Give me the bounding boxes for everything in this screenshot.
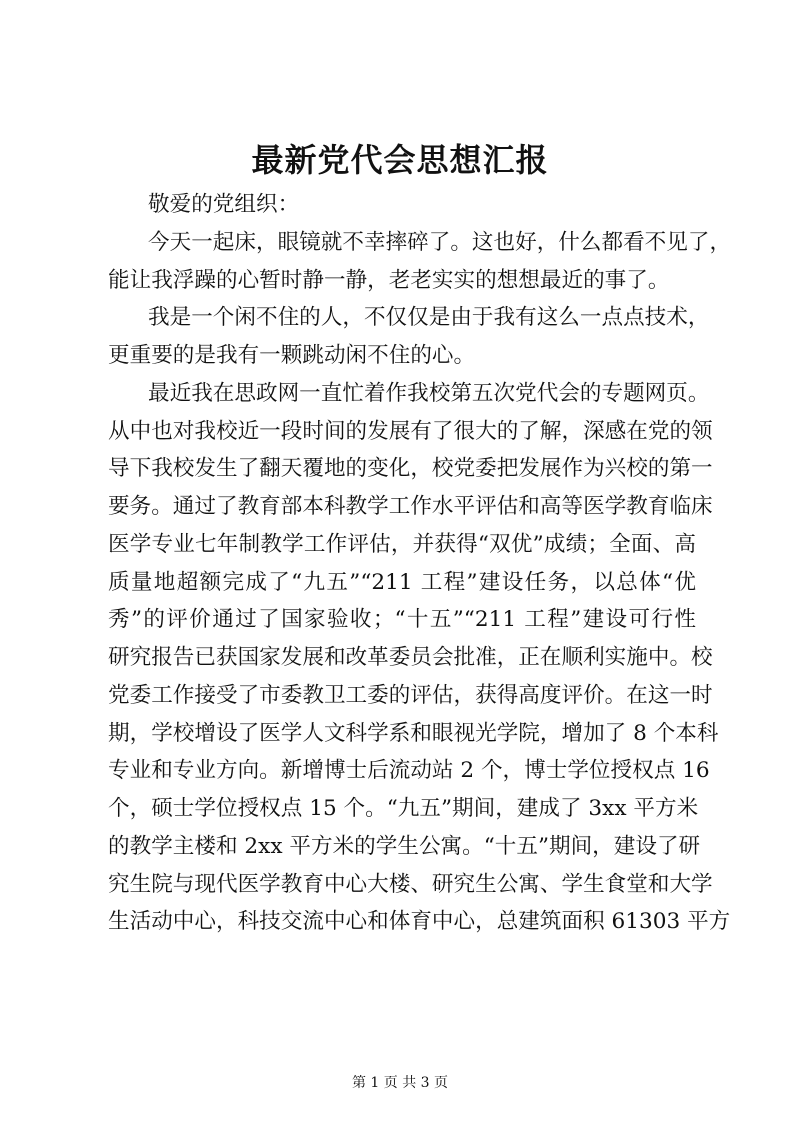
paragraph xyxy=(108,375,731,941)
text-line: 个，硕士学位授权点 15 个。“九五”期间，建成了 3xx 平方米 xyxy=(108,796,699,821)
text-line: 要务。通过了教育部本科教学工作水平评估和高等医学教育临床 xyxy=(108,494,713,519)
text-line: 我是一个闲不住的人，不仅仅是由于我有这么一点点技术， xyxy=(148,305,710,331)
text-line: 期，学校增设了医学人文科学系和眼视光学院，增加了 8 个本科 xyxy=(108,720,719,746)
document-title: 最新党代会思想汇报 xyxy=(251,141,549,179)
text-line: 能让我浮躁的心暂时静一静，老老实实的想想最近的事了。 xyxy=(108,267,670,293)
document-body xyxy=(108,186,732,941)
text-line: 医学专业七年制教学工作评估，并获得“双优”成绩；全面、高 xyxy=(108,531,696,557)
text-line: 党委工作接受了市委教卫工委的评估，获得高度评价。在这一时 xyxy=(108,682,713,708)
text-line: 今天一起床，眼镜就不幸摔碎了。这也好，什么都看不见了， xyxy=(148,229,732,255)
text-line: 从中也对我校近一段时间的发展有了很大的了解，深感在党的领 xyxy=(108,418,713,444)
text-line: 的教学主楼和 2xx 平方米的学生公寓。“十五”期间，建设了研 xyxy=(108,833,701,859)
paragraph xyxy=(108,299,710,375)
text-line: 导下我校发生了翻天覆地的变化，校党委把发展作为兴校的第一 xyxy=(108,456,713,482)
text-line: 秀”的评价通过了国家验收；“十五”“211 工程”建设可行性 xyxy=(108,607,696,633)
text-line: 最近我在思政网一直忙着作我校第五次党代会的专题网页。 xyxy=(148,380,710,406)
text-line: 更重要的是我有一颗跳动闲不住的心。 xyxy=(108,343,476,368)
text-line: 研究报告已获国家发展和改革委员会批准，正在顺利实施中。校 xyxy=(108,645,713,670)
paragraph xyxy=(108,224,732,300)
text-line: 究生院与现代医学教育中心大楼、研究生公寓、学生食堂和大学 xyxy=(108,871,713,897)
paragraph xyxy=(108,186,696,224)
text-line: 敬爱的党组织： xyxy=(148,192,300,217)
text-line: 专业和专业方向。新增博士后流动站 2 个，博士学位授权点 16 xyxy=(108,758,710,784)
page-footer: 第 1 页 共 3 页 xyxy=(351,1075,449,1091)
text-line: 生活动中心，科技交流中心和体育中心，总建筑面积 61303 平方 xyxy=(108,909,731,935)
text-line: 质量地超额完成了“九五”“211 工程”建设任务，以总体“优 xyxy=(108,569,696,595)
